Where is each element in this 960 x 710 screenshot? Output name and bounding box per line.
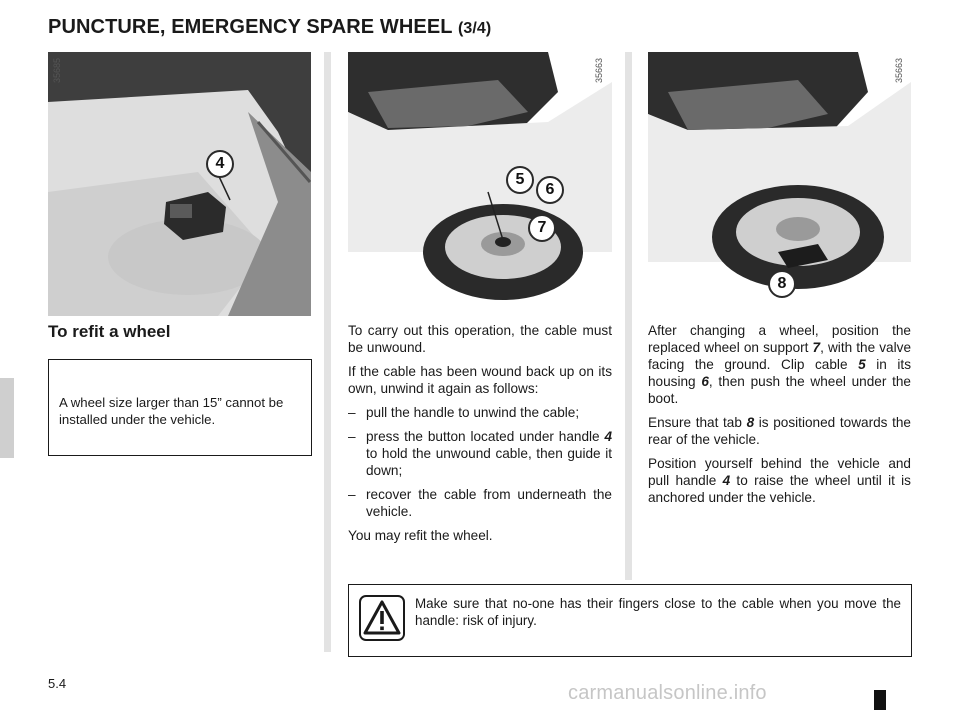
- warning-text: Make sure that no-one has their fingers close to the cable when you move the handle: risk of injury.: [415, 596, 901, 628]
- reference-number: 5: [858, 357, 866, 372]
- text-run: After changing a wheel, position the replaced wheel on support: [648, 323, 911, 355]
- corner-mark: [874, 690, 886, 710]
- list-item-text: [366, 428, 612, 479]
- warning-triangle-icon: [359, 595, 405, 641]
- callout-4: 4: [206, 150, 234, 178]
- column-divider-left: [324, 52, 331, 652]
- paragraph-1: [648, 322, 911, 407]
- chapter-tab: [0, 378, 14, 458]
- text-run: is positioned towards the rear of the vehicle.: [648, 415, 911, 447]
- reference-number: 8: [746, 415, 755, 430]
- text-run: Position yourself behind the vehicle and pull handle: [648, 456, 911, 488]
- text-run: in its housing: [648, 357, 911, 389]
- column-divider-right: [625, 52, 632, 580]
- reference-number: 4: [722, 473, 731, 488]
- list-item: [348, 486, 612, 520]
- section-heading: To refit a wheel: [48, 322, 171, 341]
- page-number: 5.4: [48, 676, 67, 691]
- text-run: press the button located under handle: [366, 429, 605, 444]
- paragraph-intro: To carry out this operation, the cable must be unwound.: [348, 323, 612, 355]
- page-title: [48, 16, 491, 39]
- callout-7: 7: [528, 214, 556, 242]
- list-dash: –: [348, 405, 356, 420]
- list-item-text: pull the handle to unwind the cable;: [366, 405, 580, 420]
- reference-number: 7: [812, 340, 821, 355]
- list-dash: –: [348, 429, 356, 444]
- right-column-text: [648, 322, 911, 513]
- figure-boot-jack: [48, 52, 311, 316]
- text-run: , with the valve facing the ground. Clip cable: [648, 340, 911, 372]
- paragraph-outro: You may refit the wheel.: [348, 528, 493, 543]
- figure-code: 35663: [894, 58, 904, 84]
- note-box: [48, 359, 312, 456]
- paragraph-2: [648, 414, 911, 448]
- figure-cable-housing: [348, 52, 612, 302]
- list-item-text: recover the cable from underneath the vehicle.: [366, 487, 612, 519]
- callout-8: 8: [768, 270, 796, 298]
- middle-column-text: [348, 322, 612, 551]
- callout-5: 5: [506, 166, 534, 194]
- figure-wheel-under-boot-illustration: [648, 52, 911, 302]
- text-run: , then push the wheel under the boot.: [648, 374, 911, 406]
- text-run: to raise the wheel until it is anchored under the vehicle.: [648, 473, 911, 505]
- list-dash: –: [348, 487, 356, 502]
- watermark: carmanualsonline.info: [568, 682, 767, 704]
- list-item: [348, 428, 612, 479]
- text-run: Ensure that tab: [648, 415, 747, 430]
- reference-number: 4: [604, 429, 612, 444]
- paragraph-lead: If the cable has been wound back up on its own, unwind it again as follows:: [348, 364, 612, 396]
- figure-cable-housing-illustration: [348, 52, 612, 302]
- reference-number: 6: [701, 374, 709, 389]
- figure-code: 35663: [594, 58, 604, 84]
- callout-6: 6: [536, 176, 564, 204]
- page-title-text: PUNCTURE, EMERGENCY SPARE WHEEL: [48, 16, 453, 38]
- page-title-part: (3/4): [457, 20, 492, 37]
- text-run: to hold the unwound cable, then guide it down;: [366, 446, 612, 478]
- note-text: A wheel size larger than 15” cannot be installed under the vehicle.: [59, 395, 284, 427]
- figure-code: 35685: [52, 58, 62, 84]
- figure-boot-jack-illustration: [48, 52, 311, 316]
- figure-wheel-under-boot: [648, 52, 911, 302]
- list-item: [348, 404, 612, 421]
- paragraph-3: [648, 455, 911, 506]
- warning-box: [348, 584, 912, 657]
